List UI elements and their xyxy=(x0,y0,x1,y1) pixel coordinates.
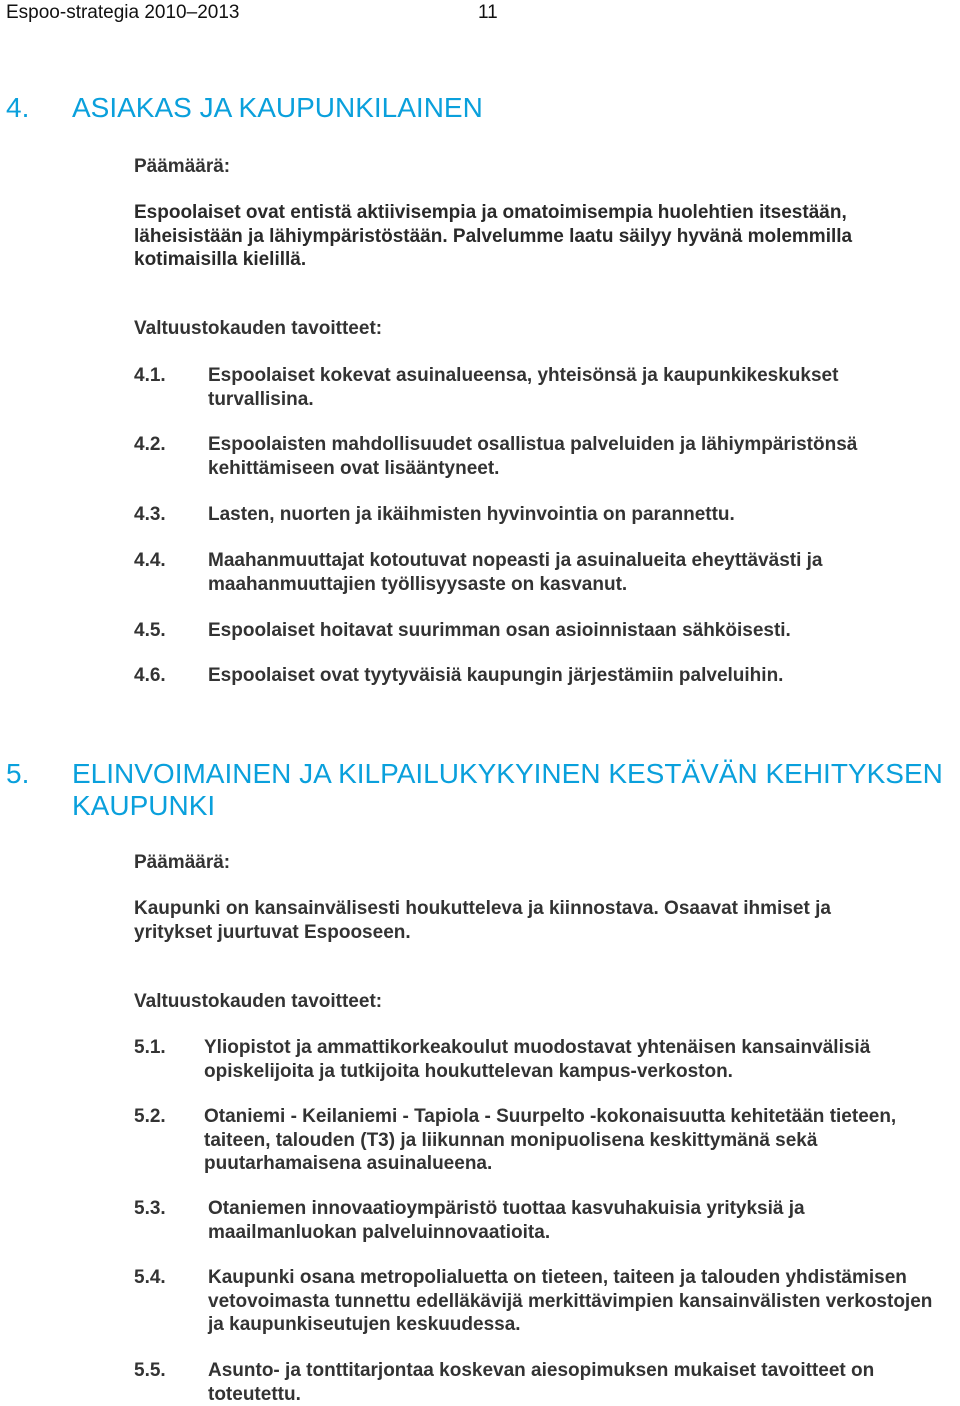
section-5-heading xyxy=(6,758,952,822)
objective-text: Espoolaisten mahdollisuudet osallistua palveluiden ja lähiympäristönsä kehittämiseen ovat lisääntyneet. xyxy=(208,434,858,479)
objective-number: 5.2. xyxy=(134,1106,166,1127)
page-number: 11 xyxy=(478,2,498,23)
objective-text: Yliopistot ja ammattikorkeakoulut muodostavat yhtenäisen kansainvälisiä opiskelijoita ja tutkijoita houkuttelevan kampus-verkoston. xyxy=(204,1037,871,1082)
section-4-goal-text: Espoolaiset ovat entistä aktiivisempia ja omatoimisempia huolehtien itsestään, läheisistään ja lähiympäristöstään. Palvelumme laatu säilyy hyvänä molemmilla kotimaisilla kielillä. xyxy=(134,202,853,270)
section-5-goal-text: Kaupunki on kansainvälisesti houkutteleva ja kiinnostava. Osaavat ihmiset ja yritykset juurtuvat Espooseen. xyxy=(134,898,831,943)
objective-number: 4.2. xyxy=(134,434,166,455)
objective-number: 5.1. xyxy=(134,1037,166,1058)
objective-5-1 xyxy=(134,1036,944,1083)
objective-text: Kaupunki osana metropolialuetta on tieteen, taiteen ja talouden yhdistämisen vetovoimasta tunnettu edelläkävijä merkittävimpien kansainvälisten verkostojen ja kaupunkiseutujen keskuudessa. xyxy=(208,1267,933,1335)
objective-4-3 xyxy=(134,503,944,527)
objective-text: Espoolaiset hoitavat suurimman osan asioinnistaan sähköisesti. xyxy=(208,620,791,641)
objective-4-2 xyxy=(134,433,944,480)
objective-5-5 xyxy=(134,1359,944,1406)
section-5-number: 5. xyxy=(6,758,30,789)
objective-number: 4.4. xyxy=(134,550,166,571)
objective-text: Otaniemi - Keilaniemi - Tapiola - Suurpelto -kokonaisuutta kehitetään tieteen, taiteen, talouden (T3) ja liikunnan monipuolisena keskittymänä sekä puutarhamaisena asuinalueena. xyxy=(204,1106,897,1174)
objective-text: Espoolaiset kokevat asuinalueensa, yhteisönsä ja kaupunkikeskukset turvallisina. xyxy=(208,365,839,410)
section-4-goal-label: Päämäärä: xyxy=(134,156,231,177)
section-4-title: ASIAKAS JA KAUPUNKILAINEN xyxy=(72,92,483,123)
objective-5-2 xyxy=(134,1105,944,1176)
objective-number: 4.1. xyxy=(134,365,166,386)
objective-number: 4.5. xyxy=(134,620,166,641)
objective-4-6 xyxy=(134,664,944,688)
document-title: Espoo-strategia 2010–2013 xyxy=(6,2,240,23)
objective-number: 4.3. xyxy=(134,504,166,525)
objective-text: Espoolaiset ovat tyytyväisiä kaupungin järjestämiin palveluihin. xyxy=(208,665,784,686)
section-4-number: 4. xyxy=(6,92,30,123)
section-5-objectives-label: Valtuustokauden tavoitteet: xyxy=(134,991,383,1012)
objective-4-5 xyxy=(134,619,944,643)
objective-number: 5.5. xyxy=(134,1360,166,1381)
section-4-objectives-label: Valtuustokauden tavoitteet: xyxy=(134,318,383,339)
objective-number: 4.6. xyxy=(134,665,166,686)
objective-4-1 xyxy=(134,364,944,411)
objective-5-3 xyxy=(134,1197,944,1244)
section-4-heading xyxy=(6,92,952,124)
objective-text: Otaniemen innovaatioympäristö tuottaa kasvuhakuisia yrityksiä ja maailmanluokan palveluinnovaatioita. xyxy=(208,1198,805,1243)
running-header xyxy=(6,2,498,24)
objective-text: Maahanmuuttajat kotoutuvat nopeasti ja asuinalueita eheyttävästi ja maahanmuuttajien työllisyysaste on kasvanut. xyxy=(208,550,823,595)
objective-text: Asunto- ja tonttitarjontaa koskevan aiesopimuksen mukaiset tavoitteet on toteutettu. xyxy=(208,1360,875,1405)
objective-5-4 xyxy=(134,1266,944,1337)
section-5-goal-label: Päämäärä: xyxy=(134,852,231,873)
objective-number: 5.4. xyxy=(134,1267,166,1288)
objective-text: Lasten, nuorten ja ikäihmisten hyvinvointia on parannettu. xyxy=(208,504,735,525)
objective-4-4 xyxy=(134,549,944,596)
section-5-title: ELINVOIMAINEN JA KILPAILUKYKYINEN KESTÄVÄN KEHITYKSEN KAUPUNKI xyxy=(72,758,943,821)
objective-number: 5.3. xyxy=(134,1198,166,1219)
